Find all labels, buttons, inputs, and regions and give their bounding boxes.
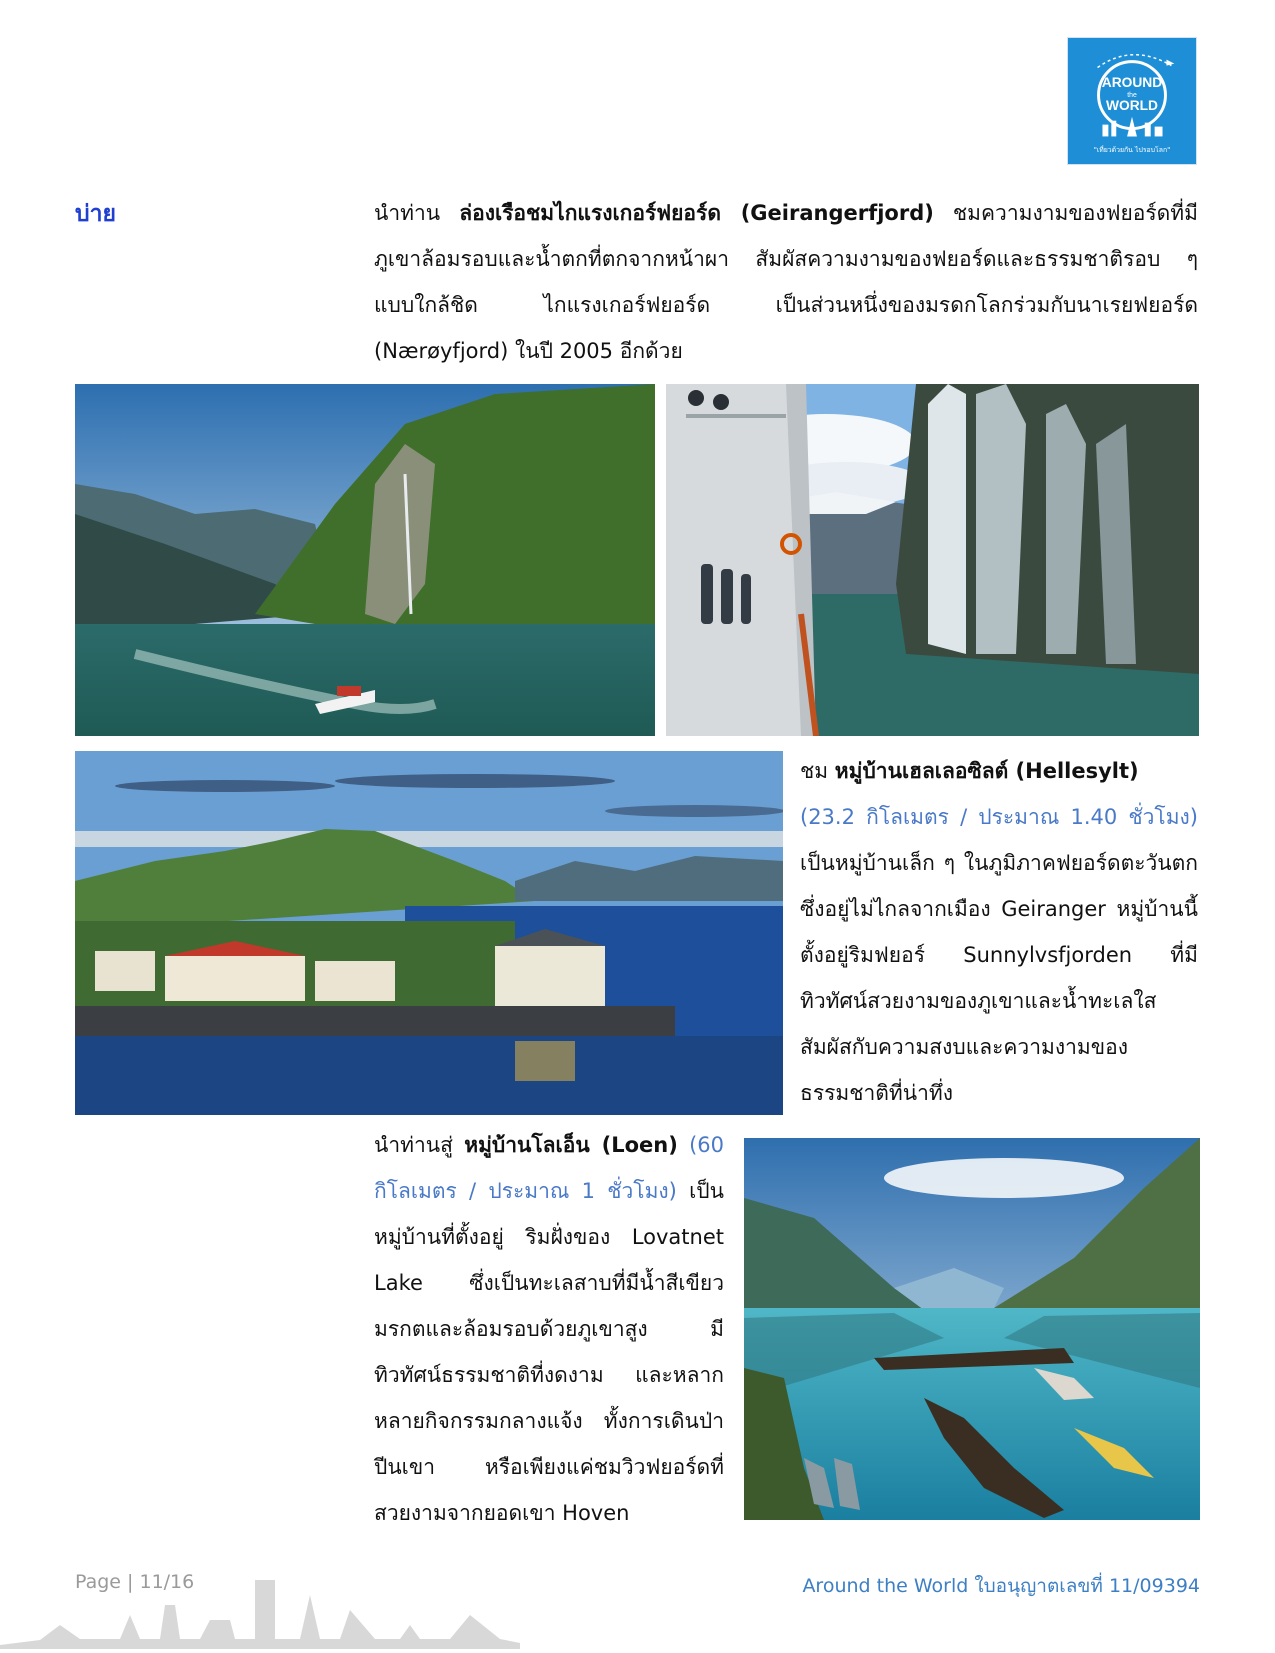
photo-hellesylt-village bbox=[75, 751, 783, 1115]
para2-highlight: หมู่บ้านเฮลเลอซิลต์ (Hellesylt) bbox=[834, 759, 1139, 783]
footer-skyline-decoration bbox=[0, 1555, 520, 1649]
para3-lead: นำท่านสู่ bbox=[374, 1133, 465, 1157]
around-the-world-logo-icon bbox=[1068, 38, 1196, 164]
paragraph-loen bbox=[374, 1122, 724, 1536]
svg-text:"เที่ยวด้วยกัน ไปรอบโลก": "เที่ยวด้วยกัน ไปรอบโลก" bbox=[1093, 146, 1171, 155]
photo-ship-waterfall bbox=[666, 384, 1199, 736]
paragraph-hellesylt bbox=[800, 748, 1198, 1116]
paragraph-geirangerfjord bbox=[374, 190, 1198, 374]
para2-text: เป็นหมู่บ้านเล็ก ๆ ในภูมิภาคฟยอร์ดตะวันตก ซึ่งอยู่ไม่ไกลจากเมือง Geiranger หมู่บ้านนี้ตั้งอยู่ริมฟยอร์ Sunnylvsfjorden ที่มีทิวทัศน์สวยงามของภูเขาและน้ำทะเลใส สัมผัสกับความสงบและความงามของธรรมชาติที่น่าทึ่ง bbox=[800, 851, 1198, 1105]
svg-text:WORLD: WORLD bbox=[1106, 97, 1158, 113]
license-text: Around the World ใบอนุญาตเลขที่ 11/09394 bbox=[802, 1575, 1200, 1597]
photo-loen-lake bbox=[744, 1138, 1200, 1520]
para1-highlight: ล่องเรือชมไกแรงเกอร์ฟยอร์ด (Geirangerfjord) bbox=[459, 201, 934, 225]
para3-highlight: หมู่บ้านโลเอ็น (Loen) bbox=[464, 1133, 678, 1157]
para3-text: เป็นหมู่บ้านที่ตั้งอยู่ ริมฝั่งของ Lovatnet Lake ซึ่งเป็นทะเลสาบที่มีน้ำสีเขียวมรกตและล้อมรอบด้วยภูเขาสูง มีทิวทัศน์ธรรมชาติที่งดงาม และหลากหลายกิจกรรมกลางแจ้ง ทั้งการเดินป่า ปีนเขา หรือเพียงแค่ชมวิวฟยอร์ดที่สวยงามจากยอดเขา Hoven bbox=[374, 1179, 724, 1525]
para1-lead: นำท่าน bbox=[374, 201, 460, 225]
svg-text:AROUND: AROUND bbox=[1101, 75, 1163, 91]
company-logo bbox=[1067, 37, 1197, 165]
photo-geirangerfjord-ship bbox=[75, 384, 655, 736]
page-number: Page | 11/16 bbox=[75, 1571, 195, 1593]
para1-text: ชมความงามของฟยอร์ดที่มีภูเขาล้อมรอบและน้ำตกที่ตกจากหน้าผา สัมผัสความงามของฟยอร์ดและธรรมชาติรอบ ๆ แบบใกล้ชิด ไกแรงเกอร์ฟยอร์ด เป็นส่วนหนึ่งของมรดกโลกร่วมกับนาเรยฟยอร์ด (Nærøyfjord) ในปี 2005 อีกด้วย bbox=[374, 201, 1198, 363]
para2-lead: ชม bbox=[800, 759, 835, 783]
para3-distance: (60 กิโลเมตร / ประมาณ 1 ชั่วโมง) bbox=[374, 1133, 725, 1203]
section-label-afternoon: บ่าย bbox=[75, 201, 116, 227]
para2-distance: (23.2 กิโลเมตร / ประมาณ 1.40 ชั่วโมง) bbox=[800, 805, 1198, 829]
svg-text:the: the bbox=[1127, 92, 1137, 100]
